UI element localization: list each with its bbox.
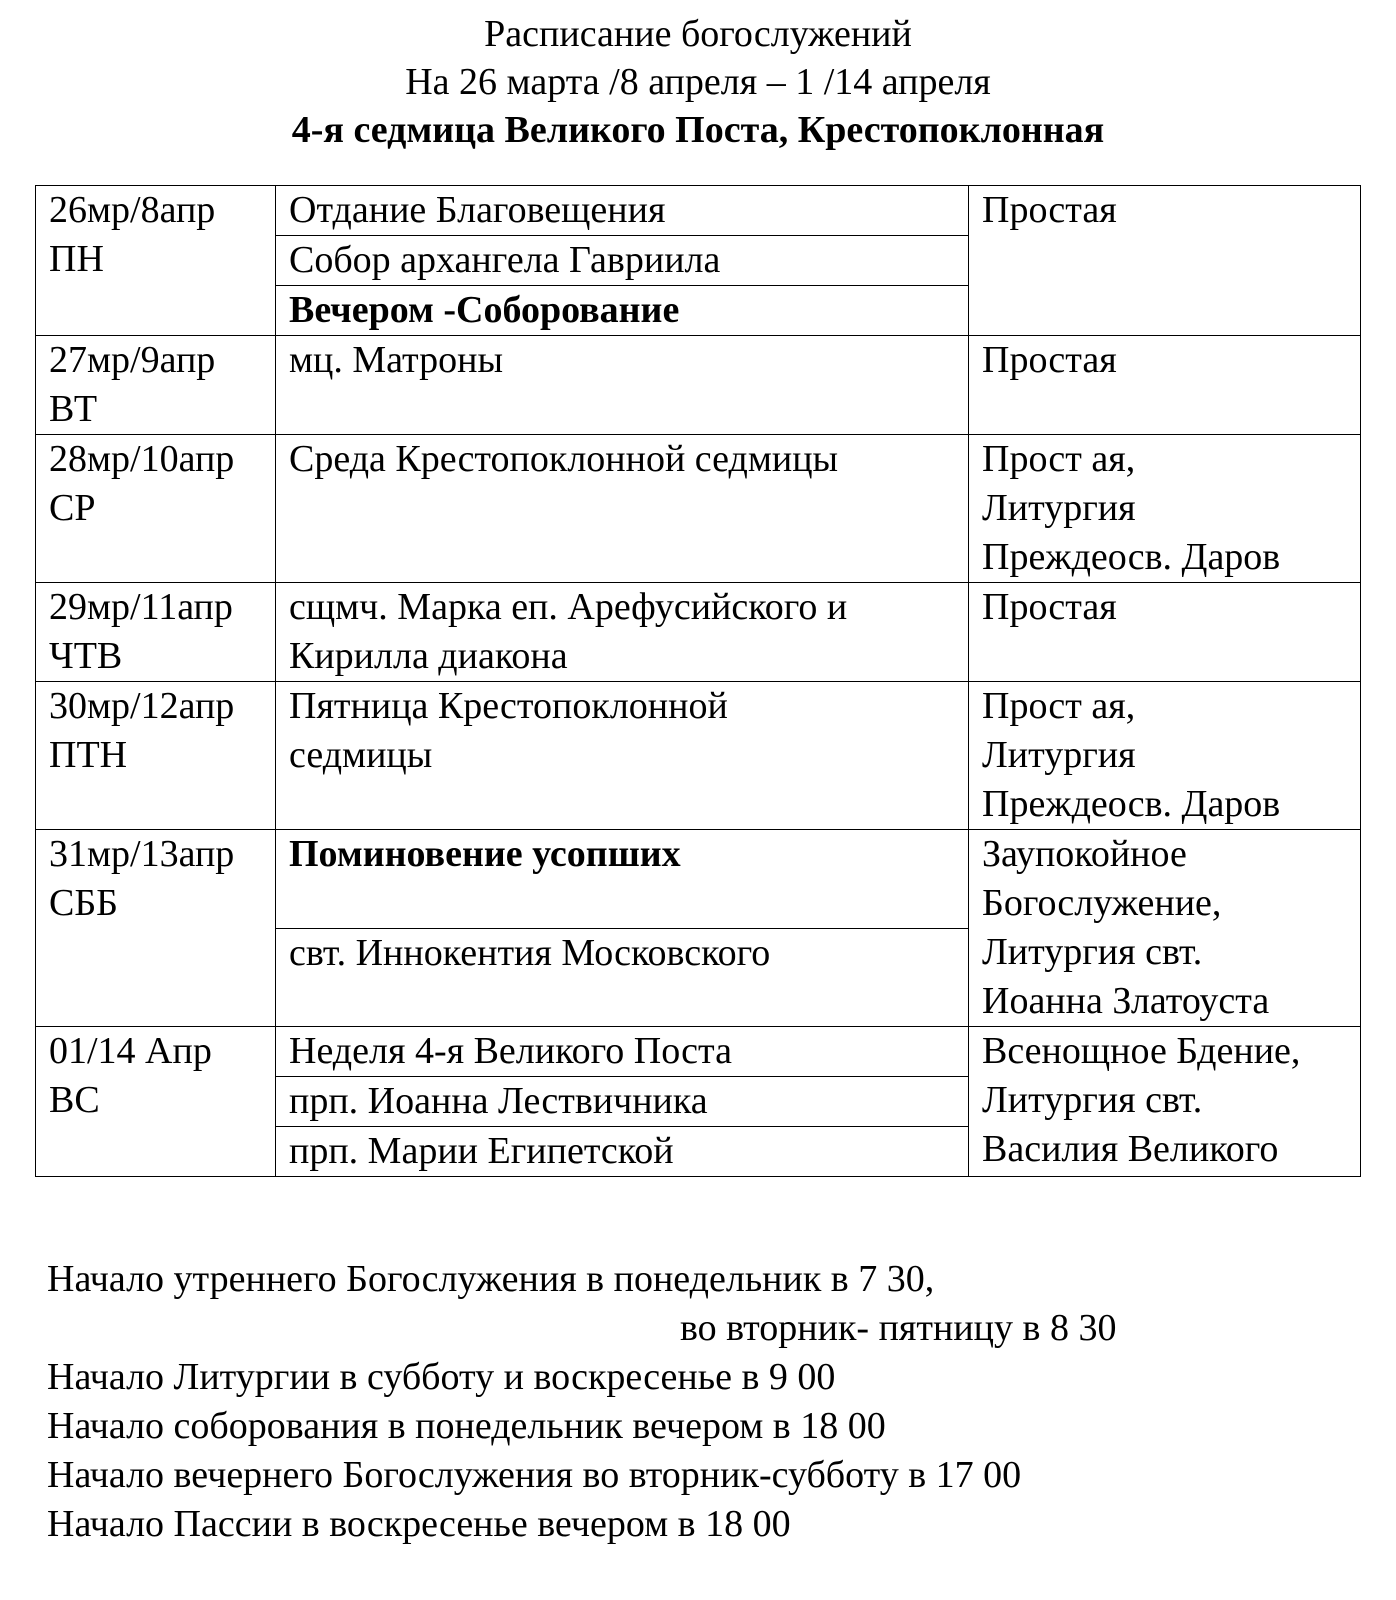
table-row	[36, 435, 1361, 583]
service-type-cell: Прост ая, Литургия Преждеосв. Даров	[969, 435, 1361, 583]
event-cell: Собор архангела Гавриила	[276, 236, 969, 286]
week-title: 4-я седмица Великого Поста, Крестопоклонная	[291, 109, 1105, 151]
event-cell: Вечером -Соборование	[276, 286, 969, 336]
page-header	[0, 10, 1396, 154]
event-cell: Неделя 4-я Великого Поста	[276, 1027, 969, 1077]
service-type-cell: Простая	[969, 336, 1361, 435]
event-cell: Среда Крестопоклонной седмицы	[276, 435, 969, 583]
service-type-cell: Простая	[969, 583, 1361, 682]
service-time-line: Начало утреннего Богослужения в понедельник в 7 30,	[47, 1258, 935, 1300]
table-row	[36, 830, 1361, 929]
event-cell: сщмч. Марка еп. Арефусийского и Кирилла диакона	[276, 583, 969, 682]
table-row	[36, 583, 1361, 682]
event-cell: свт. Иннокентия Московского	[276, 928, 969, 1027]
table-row	[36, 1027, 1361, 1077]
table-row	[36, 336, 1361, 435]
day-date-cell: 26мр/8апр ПН	[36, 186, 276, 336]
schedule-table	[35, 185, 1361, 1177]
event-cell: прп. Марии Египетской	[276, 1127, 969, 1177]
table-row	[36, 186, 1361, 236]
event-cell: Пятница Крестопоклонной седмицы	[276, 682, 969, 830]
day-date-cell: 28мр/10апр СР	[36, 435, 276, 583]
day-date-cell: 30мр/12апр ПТН	[36, 682, 276, 830]
date-range: На 26 марта /8 апреля – 1 /14 апреля	[405, 61, 991, 103]
service-type-cell: Простая	[969, 186, 1361, 336]
day-date-cell: 31мр/13апр СББ	[36, 830, 276, 1027]
service-time-line: Начало вечернего Богослужения во вторник-субботу в 17 00	[47, 1454, 1022, 1496]
service-type-cell: Всенощное Бдение, Литургия свт. Василия Великого	[969, 1027, 1361, 1177]
service-time-line: Начало соборования в понедельник вечером в 18 00	[47, 1405, 886, 1447]
day-date-cell: 27мр/9апр ВТ	[36, 336, 276, 435]
service-times	[47, 1255, 1367, 1549]
service-type-cell: Заупокойное Богослужение, Литургия свт. Иоанна Златоуста	[969, 830, 1361, 1027]
schedule-body	[36, 186, 1361, 1177]
event-cell: Поминовение усопших	[276, 830, 969, 929]
event-cell: мц. Матроны	[276, 336, 969, 435]
day-date-cell: 01/14 Апр ВС	[36, 1027, 276, 1177]
page-title: Расписание богослужений	[484, 13, 912, 55]
service-type-cell: Прост ая, Литургия Преждеосв. Даров	[969, 682, 1361, 830]
event-cell: прп. Иоанна Лествичника	[276, 1077, 969, 1127]
service-time-line: Начало Литургии в субботу и воскресенье в 9 00	[47, 1356, 836, 1398]
day-date-cell: 29мр/11апр ЧТВ	[36, 583, 276, 682]
table-row	[36, 682, 1361, 830]
service-time-line: Начало Пассии в воскресенье вечером в 18 00	[47, 1503, 791, 1545]
service-time-line: во вторник- пятницу в 8 30	[680, 1307, 1117, 1349]
event-cell: Отдание Благовещения	[276, 186, 969, 236]
